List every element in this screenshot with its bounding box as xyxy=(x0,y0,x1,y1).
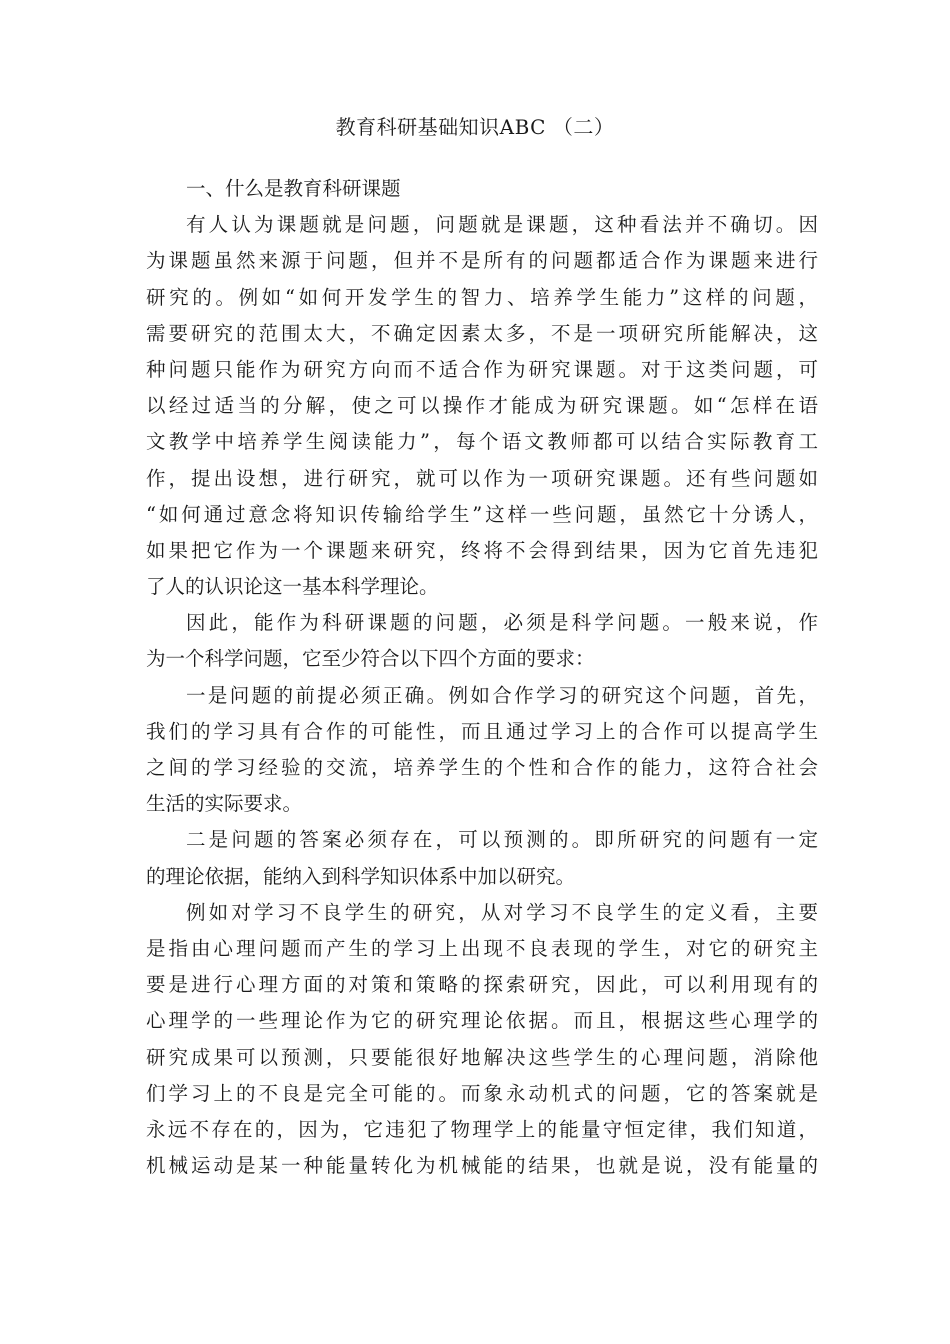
paragraph-line: 们学习上的不良是完全可能的。而象永动机式的问题，它的答案就是 xyxy=(146,1081,818,1105)
paragraph-line: “如何通过意念将知识传输给学生”这样一些问题，虽然它十分诱人， xyxy=(146,502,818,526)
paragraph-line: 机械运动是某一种能量转化为机械能的结果，也就是说，没有能量的 xyxy=(146,1154,818,1178)
paragraph-line: 永远不存在的，因为，它违犯了物理学上的能量守恒定律，我们知道， xyxy=(146,1117,818,1141)
paragraph-line: 要是进行心理方面的对策和策略的探索研究，因此，可以利用现有的 xyxy=(146,973,818,997)
section-heading: 一、什么是教育科研课题 xyxy=(186,177,401,200)
document-title: 教育科研基础知识ABC （二） xyxy=(335,115,615,139)
document-body xyxy=(146,171,818,1184)
paragraph-line: 例如对学习不良学生的研究，从对学习不良学生的定义看，主要 xyxy=(186,900,818,924)
paragraph-line: 一是问题的前提必须正确。例如合作学习的研究这个问题，首先， xyxy=(186,683,818,707)
paragraph-line: 有人认为课题就是问题，问题就是课题，这种看法并不确切。因 xyxy=(186,213,818,237)
paragraph-line: 文教学中培养学生阅读能力”，每个语文教师都可以结合实际教育工 xyxy=(146,430,818,454)
paragraph-line: 我们的学习具有合作的可能性，而且通过学习上的合作可以提高学生 xyxy=(146,719,818,743)
paragraph-line: 需要研究的范围太大，不确定因素太多，不是一项研究所能解决，这 xyxy=(146,321,818,345)
paragraph-line: 为一个科学问题，它至少符合以下四个方面的要求： xyxy=(146,647,595,671)
paragraph-line: 二是问题的答案必须存在，可以预测的。即所研究的问题有一定 xyxy=(186,828,818,852)
paragraph-line: 生活的实际要求。 xyxy=(146,792,303,816)
paragraph-line: 作，提出设想，进行研究，就可以作为一项研究课题。还有些问题如 xyxy=(146,466,818,490)
paragraph-line: 是指由心理问题而产生的学习上出现不良表现的学生，对它的研究主 xyxy=(146,936,818,960)
paragraph-line: 如果把它作为一个课题来研究，终将不会得到结果，因为它首先违犯 xyxy=(146,538,818,562)
paragraph-line: 研究的。例如“如何开发学生的智力、培养学生能力”这样的问题， xyxy=(146,285,818,309)
paragraph-line: 因此，能作为科研课题的问题，必须是科学问题。一般来说，作 xyxy=(186,611,818,635)
paragraph-line: 了人的认识论这一基本科学理论。 xyxy=(146,575,439,599)
paragraph-line: 心理学的一些理论作为它的研究理论依据。而且，根据这些心理学的 xyxy=(146,1009,818,1033)
paragraph-line: 之间的学习经验的交流，培养学生的个性和合作的能力，这符合社会 xyxy=(146,756,818,779)
paragraph-line: 的理论依据，能纳入到科学知识体系中加以研究。 xyxy=(146,864,576,888)
paragraph-line: 种问题只能作为研究方向而不适合作为研究课题。对于这类问题，可 xyxy=(146,357,818,381)
paragraph-line: 为课题虽然来源于问题，但并不是所有的问题都适合作为课题来进行 xyxy=(146,249,818,273)
paragraph-line: 研究成果可以预测，只要能很好地解决这些学生的心理问题，消除他 xyxy=(146,1045,818,1069)
paragraph-line: 以经过适当的分解，使之可以操作才能成为研究课题。如“怎样在语 xyxy=(146,394,818,418)
